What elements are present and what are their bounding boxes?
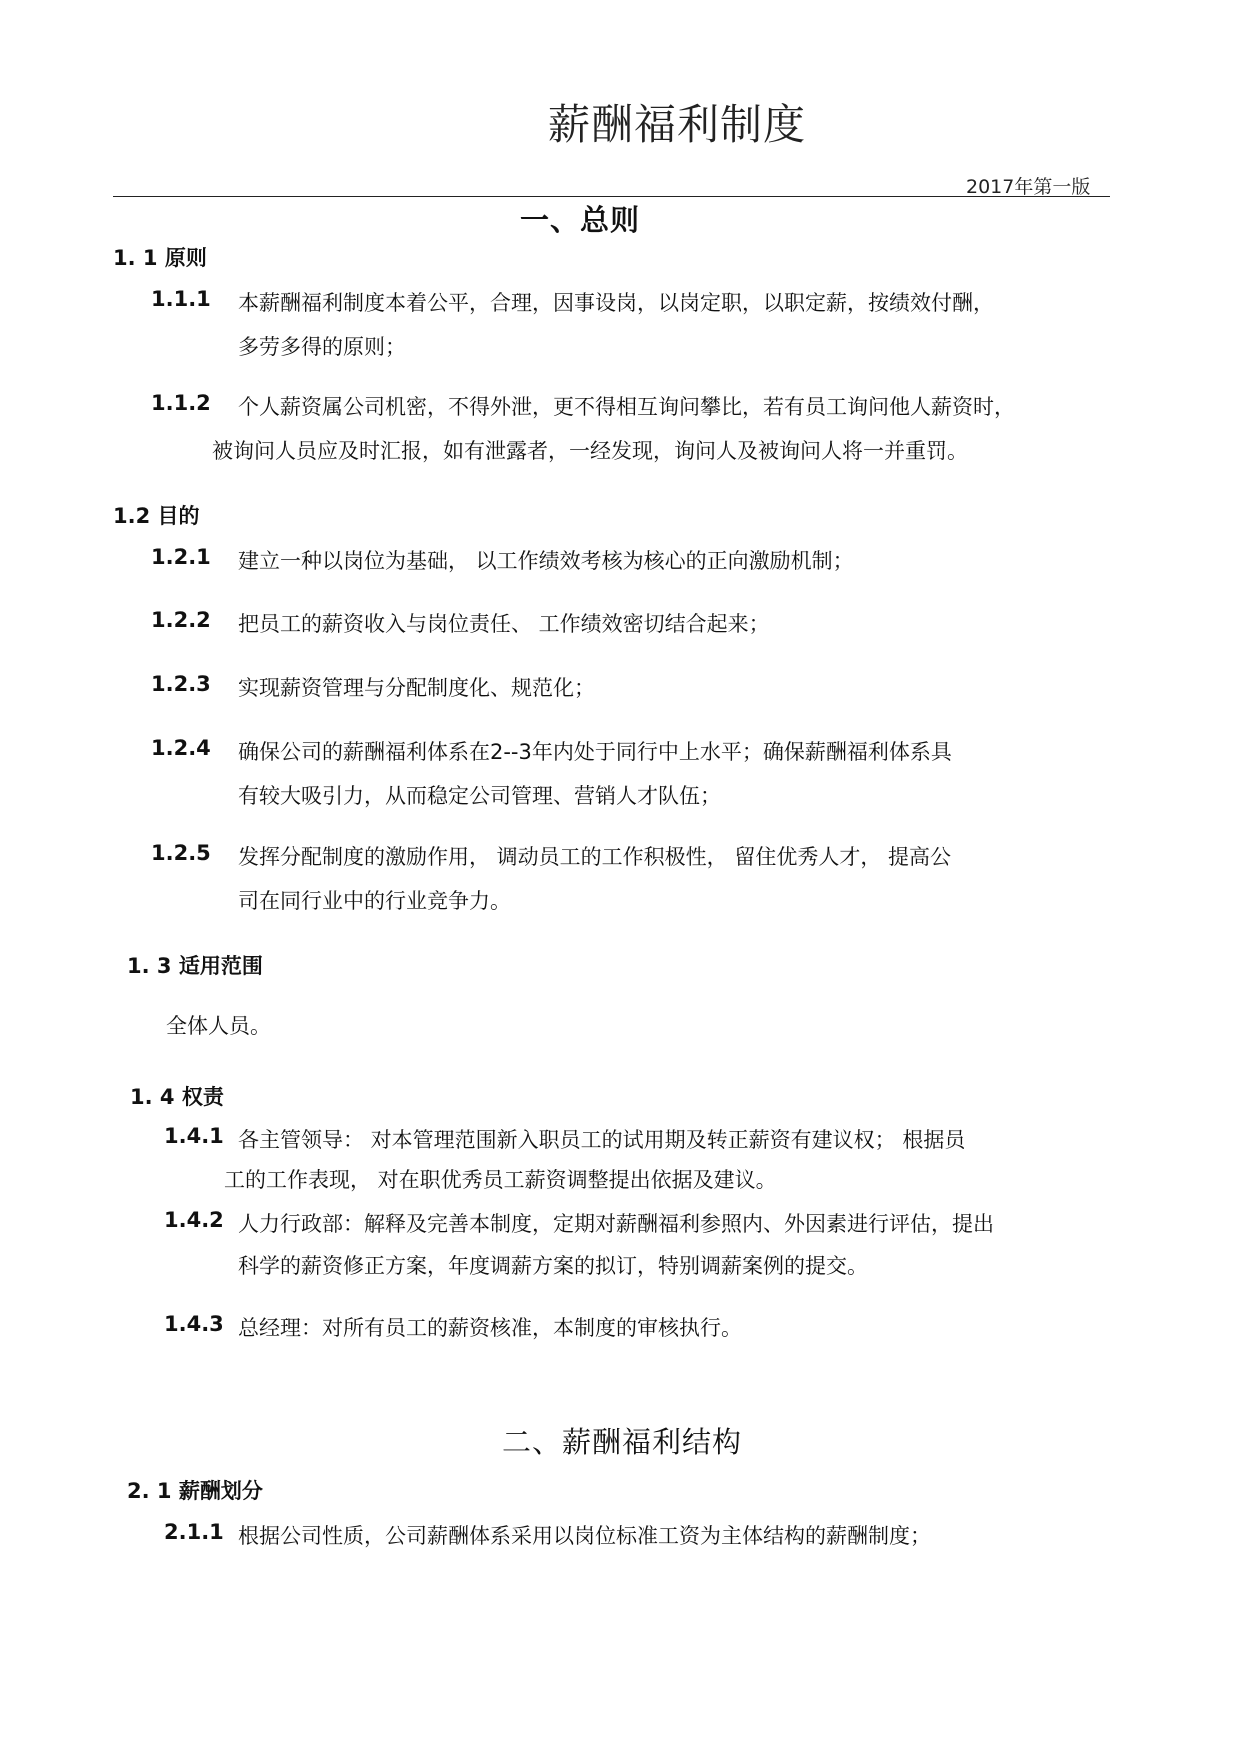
header-rule: [113, 196, 1110, 197]
clause-text-continued: 工的工作表现， 对在职优秀员工薪资调整提出依据及建议。: [224, 1168, 777, 1192]
clause-text: 根据公司性质，公司薪酬体系采用以岗位标准工资为主体结构的薪酬制度；: [238, 1524, 931, 1548]
section-1-2-label: 1.2 目的: [113, 504, 200, 528]
clause-number: 1.2.1: [151, 545, 211, 569]
clause-text-continued: 司在同行业中的行业竞争力。: [238, 889, 511, 913]
clause-number: 1.2.2: [151, 608, 211, 632]
section-1-1-label: 1. 1 原则: [113, 246, 207, 270]
clause-number: 1.2.3: [151, 672, 211, 696]
clause-text: 发挥分配制度的激励作用， 调动员工的工作积极性， 留住优秀人才， 提高公: [238, 845, 952, 869]
clause-number: 1.2.4: [151, 736, 211, 760]
chapter-1-heading: 一、总则: [520, 203, 641, 237]
clause-text-continued: 被询问人员应及时汇报，如有泄露者，一经发现，询问人及被询问人将一并重罚。: [212, 439, 968, 463]
clause-text-continued: 多劳多得的原则；: [238, 335, 406, 359]
clause-text-continued: 科学的薪资修正方案，年度调薪方案的拟订，特别调薪案例的提交。: [238, 1254, 868, 1278]
clause-text: 本薪酬福利制度本着公平，合理，因事设岗，以岗定职，以职定薪，按绩效付酬，: [238, 291, 994, 315]
clause-text: 建立一种以岗位为基础， 以工作绩效考核为核心的正向激励机制；: [238, 549, 854, 573]
section-1-4-label: 1. 4 权责: [130, 1085, 224, 1109]
clause-number: 1.4.1: [164, 1124, 224, 1148]
clause-number: 1.1.1: [151, 287, 211, 311]
section-2-1-label: 2. 1 薪酬划分: [127, 1479, 263, 1503]
clause-number: 2.1.1: [164, 1520, 224, 1544]
edition-label: 2017年第一版: [966, 176, 1091, 198]
clause-text: 实现薪资管理与分配制度化、规范化；: [238, 676, 595, 700]
clause-text: 各主管领导： 对本管理范围新入职员工的试用期及转正薪资有建议权； 根据员: [238, 1128, 966, 1152]
clause-number: 1.4.2: [164, 1208, 224, 1232]
clause-number: 1.4.3: [164, 1312, 224, 1336]
clause-text-continued: 有较大吸引力，从而稳定公司管理、营销人才队伍；: [238, 784, 721, 808]
clause-number: 1.2.5: [151, 841, 211, 865]
chapter-2-heading: 二、薪酬福利结构: [502, 1425, 743, 1459]
clause-text: 确保公司的薪酬福利体系在2--3年内处于同行中上水平；确保薪酬福利体系具: [238, 740, 952, 764]
clause-text: 人力行政部：解释及完善本制度，定期对薪酬福利参照内、外因素进行评估，提出: [238, 1212, 994, 1236]
scope-text: 全体人员。: [166, 1014, 271, 1038]
clause-text: 把员工的薪资收入与岗位责任、 工作绩效密切结合起来；: [238, 612, 770, 636]
clause-text: 个人薪资属公司机密，不得外泄，更不得相互询问攀比，若有员工询问他人薪资时，: [238, 395, 1015, 419]
section-1-3-label: 1. 3 适用范围: [127, 954, 263, 978]
document-title: 薪酬福利制度: [548, 100, 807, 149]
clause-text: 总经理：对所有员工的薪资核准，本制度的审核执行。: [238, 1316, 742, 1340]
clause-number: 1.1.2: [151, 391, 211, 415]
